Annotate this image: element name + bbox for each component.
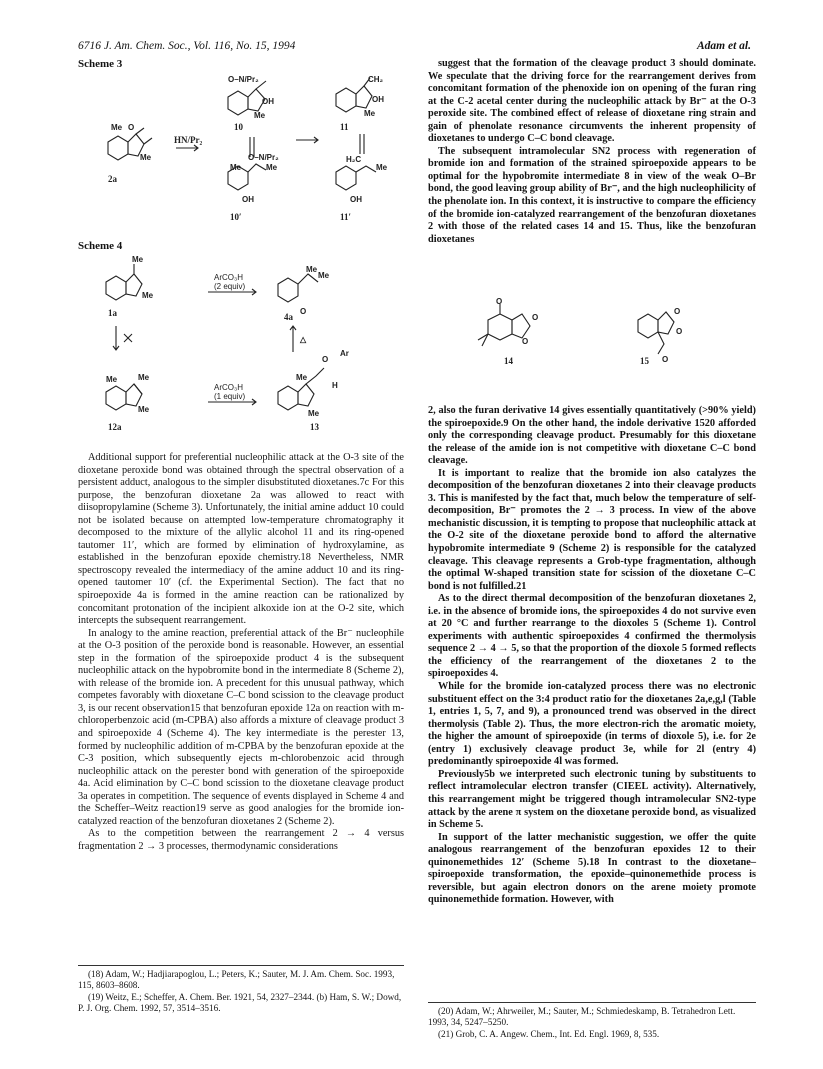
svg-text:O: O [676,327,683,336]
scheme-4-figure [78,252,408,452]
right-column-text-top [428,58,756,246]
scheme-3-figure [78,72,408,237]
scheme-4-atom: O [322,355,329,364]
svg-text:O: O [662,355,669,364]
svg-text:O: O [532,313,539,322]
compound-label-4a: 4a [284,312,293,322]
svg-text:O: O [496,298,503,306]
compound-label-15: 15 [640,356,649,366]
paragraph: It is important to realize that the bromide ion also catalyzes the decomposition of the benzofuran dioxetanes 2 into their cleavage products 3. This is manifested by the fact that, much below the temperature of self-decomposition, Br⁻ promotes the 2 → 3 process. In view of the above mechanistic discussion, it is tempting to propose that nucleophilic attack at the O-2 site of the dioxetane peroxide bond to afford the alternative hypobromite intermediate 9 (Scheme 2) is responsible for the catalyzed cleavage. This cleavage represents a Grob-type fragmentation, although the optimal W-shaped transition state for scission of the dioxetane C–C bond is not fulfilled.21 [428,467,756,592]
paragraph: Additional support for preferential nucleophilic attack at the O-3 site of the dioxetane peroxide bond was obtained through the spectral observation of a persistent adduct, analogous to the simpler disubstituted dioxetanes.7c For this purpose, the benzofuran dioxetane 2a was allowed to react with diisopropylamine (Scheme 3). Unfortunately, the initial amine adduct 10 could not be isolated because on attempted low-temperature chromatography it decomposed to the mixture of the allylic alcohol 11 and its ring-opened tautomer 11′, which are formed by elimination of hydroxylamine, as established in the benzofuran epoxide chemistry.18 Nevertheless, NMR spectroscopy revealed the intermediacy of the amine adduct 10 and its ring-opened tautomer 10′ (cf. the Experimental Section). The fact that no spiroepoxide 4a is formed in the amine reaction can be rationalized by concomitant protonation of the incipient alkoxide ion at the O-2 site, which intercepts the subsequent rearrangement. [78,452,404,627]
footnote: (18) Adam, W.; Hadjiarapoglou, L.; Peters, K.; Sauter, M. J. Am. Chem. Soc. 1993, 115, 8603–8608. [78,969,395,990]
scheme-3-atom: OH [350,195,362,204]
scheme-4-atom: O [300,307,307,316]
scheme-4-atom: Me [106,375,118,384]
running-header-authors: Adam et al. [697,40,751,52]
scheme-4-atom: △ [300,335,307,344]
scheme-4-reagent: ArCO₃H [214,383,244,392]
paragraph: The subsequent intramolecular SN2 process with regeneration of bromide ion and formation of the strained spiroepoxide appears to be optimal for the hypobromite intermediate 8 in view of the weak O–Br bond, the good leaving group ability of Br⁻, and the high nucleophilicity of the phenolate ion. In this context, it is instructive to compare the efficiency of the bromide ion-catalyzed rearrangement of the benzofuran dioxetanes 2 with those of the related cases 14 and 15. Thus, like the benzofuran dioxetanes [428,145,756,245]
paragraph: As to the direct thermal decomposition of the benzofuran dioxetanes 2, i.e. in the absence of bromide ions, the spiroepoxides 4 do not survive even at 20 °C and further rearrange to the dioxoles 5 (Scheme 1). Control experiments with authentic spiroepoxides 4 confirmed the thermolysis sequence 2 → 4 → 5, so that the proportion of the dioxole 5 formed reflects the efficiency of the rearrangement of the dioxetanes 2 to the spiroepoxides 4. [428,593,756,680]
scheme-4-atom: Me [318,271,330,280]
paragraph: suggest that the formation of the cleavage product 3 should dominate. We speculate that the driving force for the rearrangement derives from concomitant formation of the phenoxide ion on opening of the furan ring at the C-2 acetal center during the nucleophilic attack by Br⁻ at the O-3 peroxide site. The combined effect of release of dioxetane ring strain and gain of phenolate resonance circumvents the inherent propensity of dioxetanes to undergo C–C bond cleavage. [428,58,756,145]
scheme-4-title: Scheme 4 [78,240,123,252]
scheme-3-atom: OH [242,195,254,204]
scheme-4-atom: Me [308,409,320,418]
footnote: (19) Weitz, E.; Scheffer, A. Chem. Ber. 1921, 54, 2327–2344. (b) Ham, S. W.; Dowd, P. J. Org. Chem. 1992, 57, 3514–3516. [78,992,402,1013]
compound-label-11: 11 [340,122,349,132]
scheme-4-reagent: (1 equiv) [214,392,246,401]
compound-label-14: 14 [504,356,513,366]
scheme-4-atom: Me [138,405,150,414]
paragraph: In support of the latter mechanistic suggestion, we offer the quite analogous rearrangement of the benzofuran epoxides 12 to their quinonemethides 12′ (Scheme 5).18 In contrast to the dioxetane–spiroepoxide transformation, the epoxide–quinonemethide process is reversible, but again electron donors on the arene moiety promote quinonemethide formation. However, with [428,831,756,906]
scheme-4-atom: H [332,381,338,390]
compound-label-2a: 2a [108,174,117,184]
paragraph: In analogy to the amine reaction, preferential attack of the Br⁻ nucleophile at the O-3 position of the peroxide bond is reasonable. However, an essential step in the formation of the spiroepoxide product 4 is the subsequent nucleophilic attack on the hypobromite bond in the intermediate 8 (Scheme 2), with release of the bromide ion. A precedent for this unusual pathway, which competes favorably with dioxetane C–C bond scission to the cleavage product 3, is our recent observation15 that benzofuran epoxide 12a on reaction with m-chloroperbenzoic acid (m-CPBA) also affords a mixture of cleavage product 3 and spiroepoxide 4 (Scheme 4). The key intermediate is the perester 13, formed by nucleophilic addition of m-CPBA by the benzofuran epoxide at the C-3 position, which subsequently ejects m-chlorobenzoic acid through nucleophilic attack on the perester bond with generation of the spiroepoxide 4a. Acid elimination by C–C bond scission to the dioxetane cleavage product 3a operates in competition. The sequence of events displayed in Scheme 4 and the Scheffer–Weitz reaction19 serve as good analogies for the bromide ion-catalyzed reaction of the benzofuran dioxetanes 2 (Scheme 2). [78,627,404,827]
scheme-3-atom: Me [254,111,266,120]
scheme-4-atom: Me [306,265,318,274]
compound-label-12a: 12a [108,422,122,432]
scheme-4-reagent: ArCO₃H [214,273,244,282]
scheme-3-atom: O–N/Pr₂ [248,153,279,162]
paragraph: 2, also the furan derivative 14 gives essentially quantitatively (>90% yield) the spiroepoxide.9 On the other hand, the indole derivative 1520 afforded only the corresponding cleavage product. Presumably for this dioxetane the release of the amide ion is not competitive with dioxetane C–C bond cleavage. [428,405,756,467]
scheme-3-atom: Me [266,163,278,172]
left-column-text [78,452,404,854]
scheme-3-atom: CH₂ [368,75,384,84]
compound-label-1a: 1a [108,308,117,318]
compound-label-10: 10 [234,122,243,132]
paragraph: While for the bromide ion-catalyzed process there was no electronic substituent effect on the 3:4 product ratio for the dioxetanes 2a,e,g,l (Table 1, entries 1, 5, 7, and 9), a pronounced trend was observed in the direct thermolysis (Table 2). Thus, the more electron-rich the aromatic moiety, the higher the amount of spiroepoxide (in terms of dioxole 5), i.e. for 2e (entry 1) exclusively cleavage product 3e, while for 2l (entry 4) predominantly spiroepoxide 4l was formed. [428,681,756,768]
paragraph: Previously5b we interpreted such electronic tuning by substituents to reflect intramolecular electron transfer (CIEEL activity). Alternatively, this rearrangement might be triggered though intramolecular SN2-type attack by the arene π system on the dioxetane peroxide bond, as visualized in Scheme 5. [428,768,756,831]
compound-label-10p: 10′ [230,212,242,222]
scheme-4-atom: Me [142,291,154,300]
scheme-4-atom: Ar [340,349,349,358]
footnote: (21) Grob, C. A. Angew. Chem., Int. Ed. Engl. 1969, 8, 535. [438,1029,660,1039]
scheme-3-atom: Me [364,109,376,118]
scheme-4-atom: Me [138,373,150,382]
scheme-3-atom: OH [372,95,384,104]
scheme-3-atom: H₂C [346,155,362,164]
running-header: 6716 J. Am. Chem. Soc., Vol. 116, No. 15, 1994 [78,40,296,52]
scheme-3-atom: Me [111,123,123,132]
scheme-3-atom: O–N/Pr₂ [228,75,259,84]
paragraph: As to the competition between the rearrangement 2 → 4 versus fragmentation 2 → 3 processes, thermodynamic considerations [78,828,404,852]
footnote-rule [428,1002,756,1003]
footnote-rule [78,965,404,966]
scheme-3-atom: OH [262,97,274,106]
scheme-3-reagent: HN/Pr₂ [174,135,203,145]
footnote: (20) Adam, W.; Ahrweiler, M.; Sauter, M.; Schmiedeskamp, B. Tetrahedron Lett. 1993, 34, 5247–5250. [428,1006,736,1027]
compound-label-11p: 11′ [340,212,352,222]
structures-14-15-figure [428,298,756,390]
scheme-3-atom: Me [230,163,242,172]
scheme-3-atom: Me [140,153,152,162]
scheme-3-atom: Me [376,163,388,172]
compound-label-13: 13 [310,422,319,432]
scheme-4-atom: Me [132,255,144,264]
scheme-3-atom: O [128,123,135,132]
svg-text:O: O [522,337,529,346]
scheme-4-atom: Me [296,373,308,382]
scheme-4-reagent: (2 equiv) [214,282,246,291]
scheme-3-title: Scheme 3 [78,58,123,70]
svg-text:O: O [674,307,681,316]
right-column-text-bottom [428,405,756,907]
